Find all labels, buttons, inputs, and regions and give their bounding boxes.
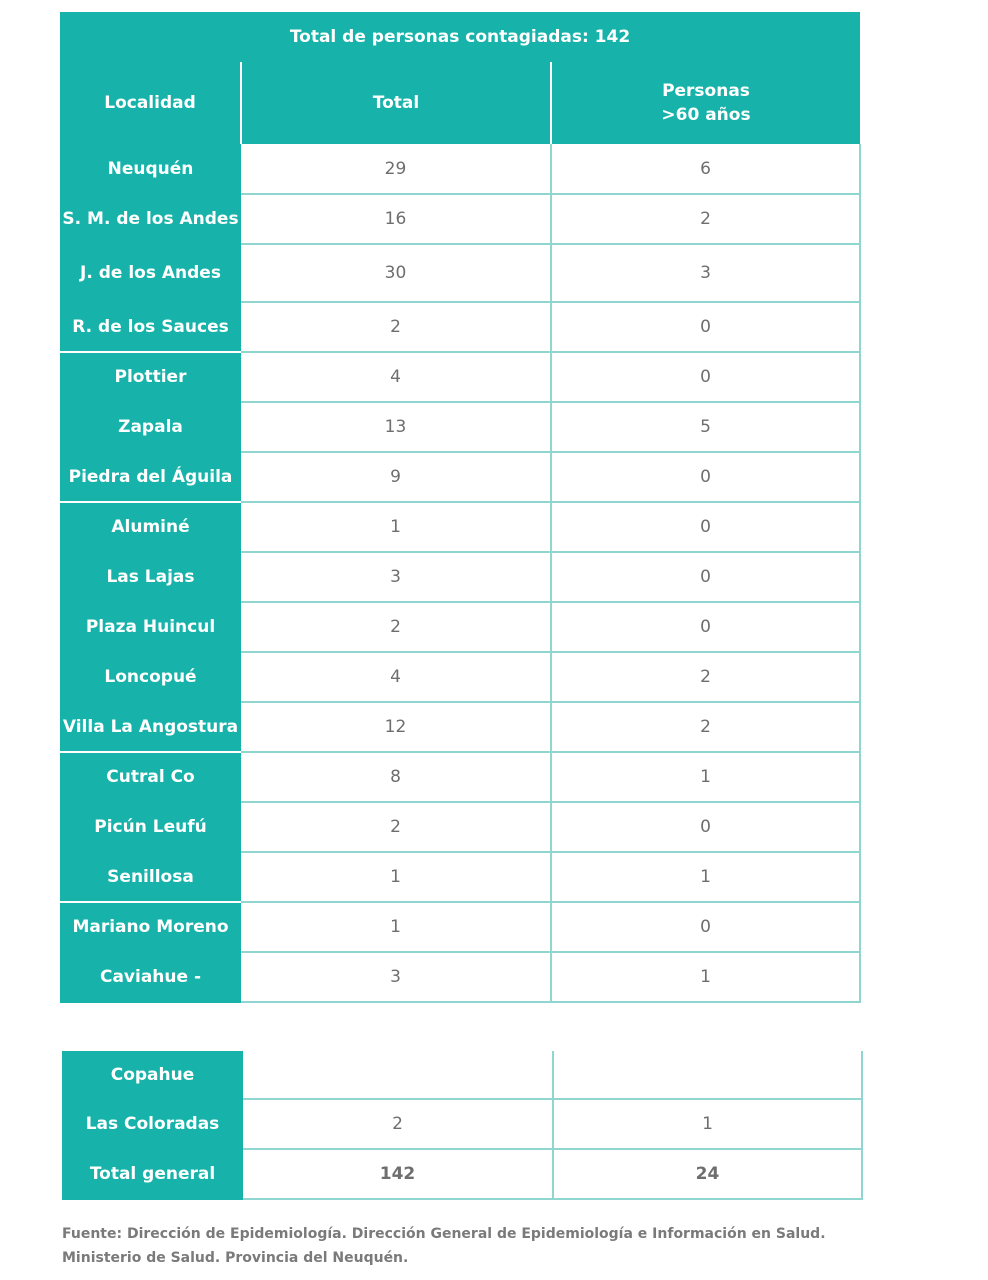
cell-total: 9 xyxy=(241,452,551,502)
table-row xyxy=(60,652,860,702)
header-row xyxy=(60,62,860,144)
table-row xyxy=(60,244,860,302)
cell-mayores xyxy=(553,1051,862,1099)
table-row xyxy=(60,802,860,852)
cell-total: 1 xyxy=(241,902,551,952)
cell-localidad: Las Coloradas xyxy=(62,1099,243,1149)
cell-localidad: Caviahue - xyxy=(60,952,241,1002)
cell-localidad: Piedra del Águila xyxy=(60,452,241,502)
cell-mayores: 0 xyxy=(551,902,860,952)
table-row xyxy=(60,144,860,194)
cell-mayores: 3 xyxy=(551,244,860,302)
cell-total: 1 xyxy=(241,852,551,902)
table-row xyxy=(60,602,860,652)
header-mayores-line2: >60 años xyxy=(661,105,751,125)
cell-localidad: Plottier xyxy=(60,352,241,402)
table-row xyxy=(60,352,860,402)
table-row xyxy=(60,902,860,952)
table-row xyxy=(60,552,860,602)
cell-total: 12 xyxy=(241,702,551,752)
cell-localidad: Picún Leufú xyxy=(60,802,241,852)
table-row xyxy=(60,452,860,502)
cell-localidad: Copahue xyxy=(62,1051,243,1099)
cell-mayores: 2 xyxy=(551,194,860,244)
table-row xyxy=(62,1099,862,1149)
table-row xyxy=(60,302,860,352)
cell-total: 4 xyxy=(241,352,551,402)
cell-localidad: S. M. de los Andes xyxy=(60,194,241,244)
table-title-row xyxy=(60,12,860,62)
cell-total: 4 xyxy=(241,652,551,702)
cell-mayores: 0 xyxy=(551,602,860,652)
cell-mayores: 0 xyxy=(551,502,860,552)
cases-table-continuation xyxy=(62,1051,863,1200)
cell-localidad: Villa La Angostura xyxy=(60,702,241,752)
cell-total: 1 xyxy=(241,502,551,552)
table-row xyxy=(60,752,860,802)
cell-localidad: Loncopué xyxy=(60,652,241,702)
cell-localidad: Aluminé xyxy=(60,502,241,552)
cell-total xyxy=(243,1051,553,1099)
cell-mayores: 6 xyxy=(551,144,860,194)
cell-mayores: 1 xyxy=(551,952,860,1002)
cell-mayores: 1 xyxy=(553,1099,862,1149)
total-mayores-value: 24 xyxy=(553,1149,862,1199)
cell-total: 29 xyxy=(241,144,551,194)
continuation-body xyxy=(62,1051,862,1199)
table-row xyxy=(60,502,860,552)
table-row xyxy=(60,952,860,1002)
header-localidad: Localidad xyxy=(60,62,241,144)
cell-mayores: 1 xyxy=(551,752,860,802)
total-label: Total general xyxy=(62,1149,243,1199)
cell-mayores: 1 xyxy=(551,852,860,902)
cell-localidad: Senillosa xyxy=(60,852,241,902)
cell-total: 13 xyxy=(241,402,551,452)
cell-total: 2 xyxy=(243,1099,553,1149)
table-row xyxy=(60,702,860,752)
total-value: 142 xyxy=(243,1149,553,1199)
cell-localidad: Plaza Huincul xyxy=(60,602,241,652)
cell-total: 30 xyxy=(241,244,551,302)
cell-total: 3 xyxy=(241,552,551,602)
cell-total: 3 xyxy=(241,952,551,1002)
cell-total: 2 xyxy=(241,302,551,352)
header-mayores-line1: Personas xyxy=(662,81,750,101)
header-mayores xyxy=(551,62,860,144)
cell-mayores: 5 xyxy=(551,402,860,452)
cell-mayores: 0 xyxy=(551,552,860,602)
cell-mayores: 0 xyxy=(551,802,860,852)
cell-localidad: J. de los Andes xyxy=(60,244,241,302)
cell-localidad: R. de los Sauces xyxy=(60,302,241,352)
cell-localidad: Zapala xyxy=(60,402,241,452)
total-row xyxy=(62,1149,862,1199)
table-body xyxy=(60,144,860,1002)
cell-mayores: 0 xyxy=(551,352,860,402)
cell-localidad: Mariano Moreno xyxy=(60,902,241,952)
cell-localidad: Las Lajas xyxy=(60,552,241,602)
header-total: Total xyxy=(241,62,551,144)
cell-total: 16 xyxy=(241,194,551,244)
cell-localidad: Neuquén xyxy=(60,144,241,194)
cell-mayores: 0 xyxy=(551,452,860,502)
table-title: Total de personas contagiadas: 142 xyxy=(60,12,860,62)
cell-total: 2 xyxy=(241,602,551,652)
table-row xyxy=(60,194,860,244)
cell-mayores: 2 xyxy=(551,702,860,752)
table-row xyxy=(60,852,860,902)
cell-localidad: Cutral Co xyxy=(60,752,241,802)
source-note: Fuente: Dirección de Epidemiología. Dirección General de Epidemiología e Información en Salud. Ministerio de Salud. Provincia del Neuquén. xyxy=(62,1226,826,1266)
cases-table xyxy=(60,12,861,1003)
cell-mayores: 0 xyxy=(551,302,860,352)
table-row xyxy=(60,402,860,452)
table-row xyxy=(62,1051,862,1099)
cell-mayores: 2 xyxy=(551,652,860,702)
cell-total: 8 xyxy=(241,752,551,802)
cell-total: 2 xyxy=(241,802,551,852)
